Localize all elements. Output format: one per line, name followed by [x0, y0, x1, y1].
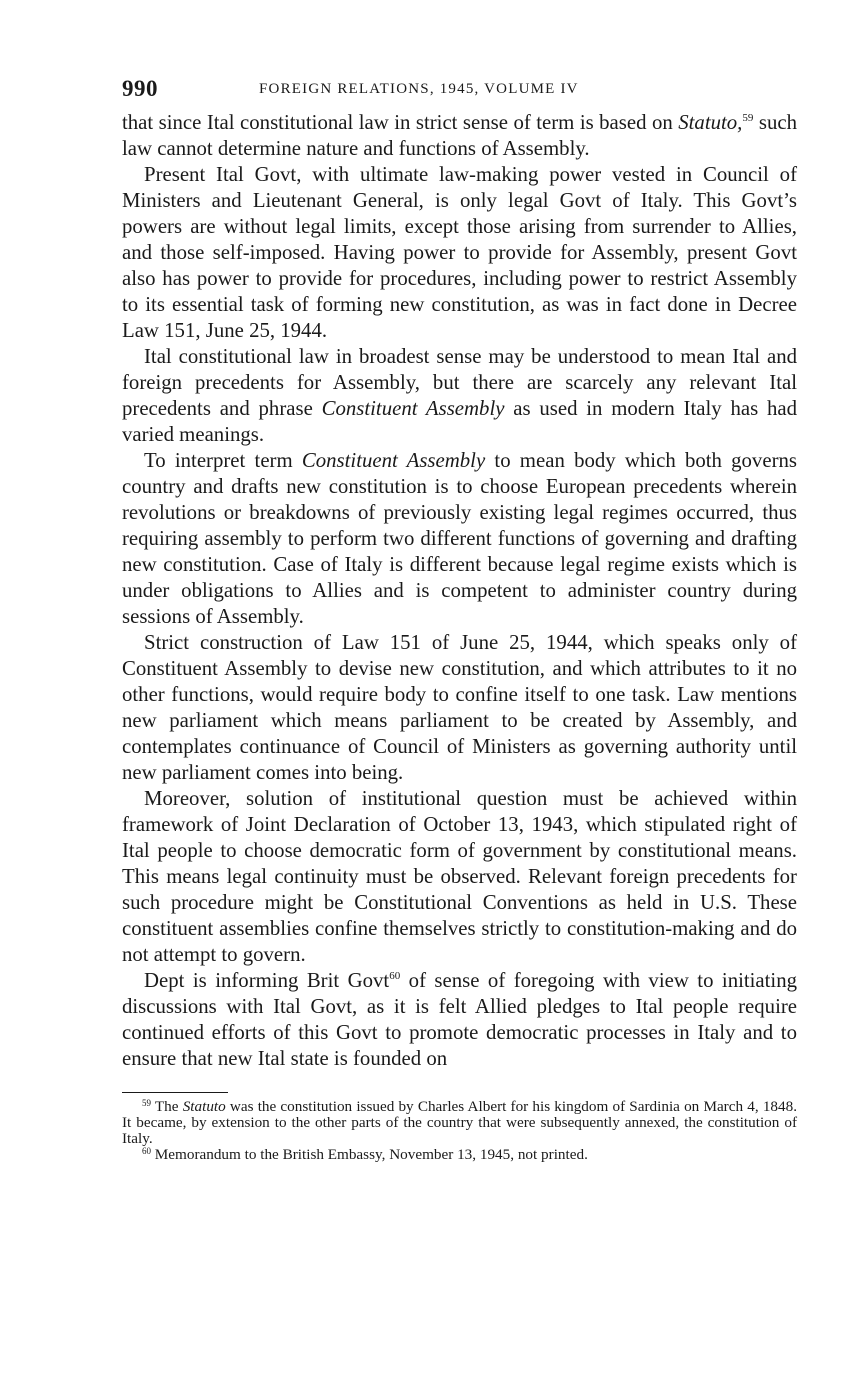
paragraph-7-text-b: of sense of foregoing with view to initiating discussions with Ital Govt, as it is felt Allied pledges to Ital people require continued efforts of this Govt to promote democratic processes in Italy and to ensure that new Ital state is founded on [122, 969, 798, 1070]
footnote-59-text-a: The [151, 1098, 183, 1115]
paragraph-6: Moreover, solution of institutional question must be achieved within framework of Joint Declaration of October 13, 1943, which stipulated right of Ital people to choose democratic form of government by constitutional means. This means legal continuity must be observed. Relevant foreign precedents for such procedure might be Constitutional Conventions as held in U.S. These constituent assemblies confine themselves strictly to constitution-making and do not attempt to govern. [122, 787, 797, 966]
footnote-59-text-b: was the constitution issued by Charles Albert for his kingdom of Sardinia on March 4, 1848. It became, by extension to the other parts of the country that were subsequently annexed, the constitution of Italy. [122, 1098, 797, 1147]
statuto-term: Statuto, [678, 111, 743, 134]
footnote-59-marker: 59 [142, 1098, 151, 1108]
paragraph-4-text-b: to mean body which both governs country and drafts new constitution is to choose European precedents wherein revolutions or breakdowns of previously existing legal regimes occurred, thus requiring assembly to perform two different functions of governing and drafting new constitution. Case of Italy is different because legal regime exists which is under obligations to Allies and is competent to administer country during sessions of Assembly. [122, 449, 797, 628]
paragraph-3-text-a: Ital constitutional law in broadest sense may be understood to mean Ital and foreign precedents for Assembly, but there are scarcely any relevant Ital precedents and phrase [122, 345, 797, 420]
paragraph-7-text-a: Dept is informing Brit Govt [144, 969, 390, 992]
paragraph-5: Strict construction of Law 151 of June 25, 1944, which speaks only of Constituent Assembly to devise new constitution, and which attributes to it no other functions, would require body to confine itself to one task. Law mentions new parliament which means parliament to be created by Assembly, and contemplates continuance of Council of Ministers as governing authority until new parliament comes into being. [122, 631, 797, 784]
paragraph-2: Present Ital Govt, with ultimate law-making power vested in Council of Ministers and Lieutenant General, is only legal Govt of Italy. This Govt’s powers are without legal limits, except those arising from surrender to Allies, and those self-imposed. Having power to provide for Assembly, present Govt also has power to provide for procedures, including power to restrict Assembly to its essential task of forming new constitution, as was in fact done in Decree Law 151, June 25, 1944. [122, 163, 797, 342]
paragraph-1 [122, 110, 797, 162]
paragraph-4-text-a: To interpret term [144, 449, 302, 472]
running-head [122, 70, 797, 110]
body-text [122, 110, 797, 1072]
footnote-60-text: Memorandum to the British Embassy, November 13, 1945, not printed. [151, 1146, 588, 1163]
paragraph-1-text-b: such law cannot determine nature and functions of Assembly. [122, 111, 797, 160]
document-page [122, 70, 797, 1163]
footnotes [122, 1099, 797, 1163]
footnote-divider [122, 1092, 228, 1093]
footnote-ref-60: 60 [389, 970, 401, 982]
paragraph-3 [122, 344, 797, 448]
constituent-assembly-term: Constituent Assembly [301, 449, 486, 472]
footnote-59-italic: Statuto [182, 1098, 226, 1115]
paragraph-4 [122, 448, 797, 630]
paragraph-1-text-a: that since Ital constitutional law in strict sense of term is based on [122, 111, 679, 134]
footnote-60 [122, 1147, 797, 1163]
paragraph-7 [122, 968, 797, 1072]
page-number: 990 [122, 76, 158, 101]
paragraph-3-text-b: as used in modern Italy has had varied meanings. [122, 397, 797, 446]
constituent-assembly-term: Constituent Assembly [321, 397, 505, 420]
running-head-title: FOREIGN RELATIONS, 1945, VOLUME IV [259, 81, 579, 97]
footnote-ref-59: 59 [742, 112, 754, 124]
footnote-60-marker: 60 [142, 1146, 151, 1156]
footnote-59 [122, 1099, 797, 1147]
